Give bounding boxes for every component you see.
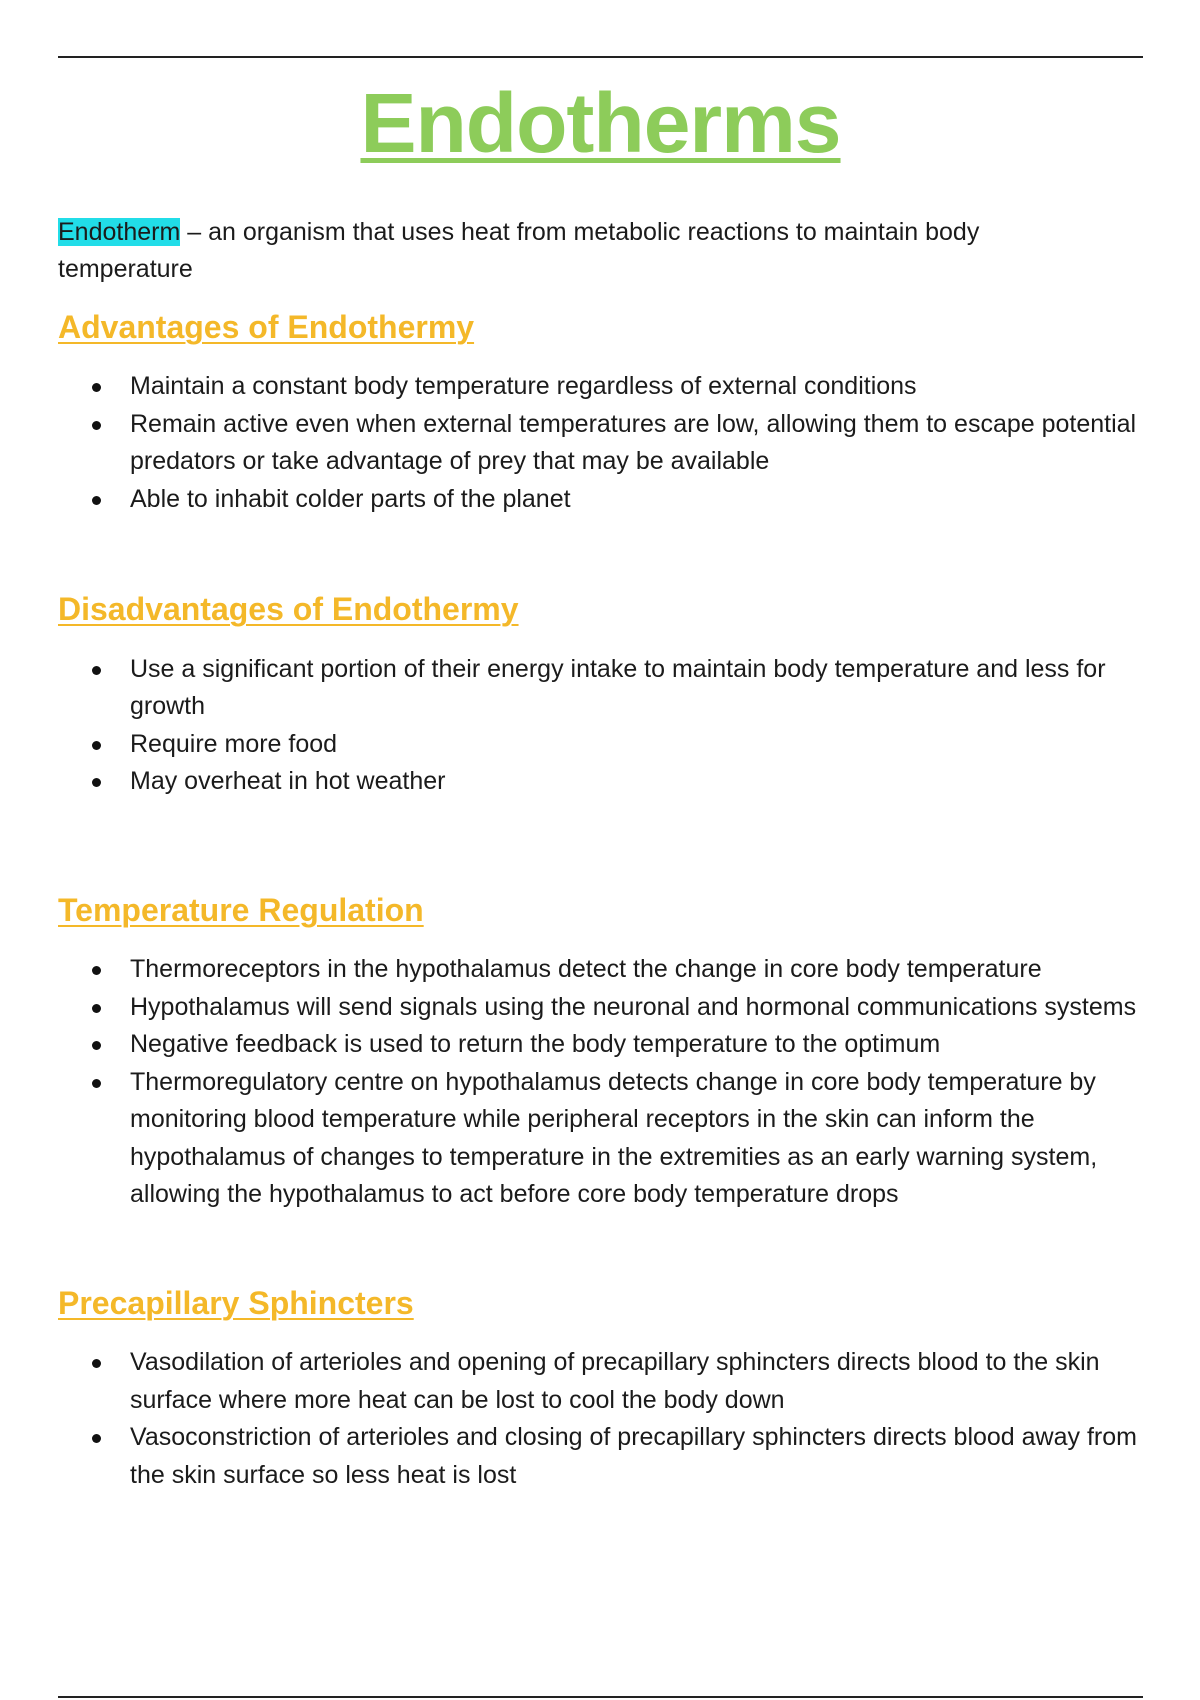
- bottom-divider: [58, 1696, 1143, 1698]
- list-item: [58, 1419, 1143, 1494]
- bullet-icon: [92, 1434, 101, 1443]
- bullet-icon: [92, 1079, 101, 1088]
- section-heading-advantages: Advantages of Endothermy: [58, 309, 475, 346]
- advantages-list: [58, 368, 1143, 518]
- precapillary-sphincters-list: [58, 1344, 1143, 1494]
- list-item-text: Thermoregulatory centre on hypothalamus detects change in core body temperature by monitoring blood temperature while peripheral receptors in the skin can inform the hypothalamus of changes to temperature in the extremities as an early warning system, allowing the hypothalamus to act before core body temperature drops: [130, 1067, 1098, 1209]
- section-heading-precapillary-sphincters: Precapillary Sphincters: [58, 1284, 414, 1321]
- list-item: [58, 1064, 1143, 1214]
- list-item: [58, 763, 1143, 801]
- page-title: Endotherms: [360, 76, 841, 170]
- list-item-text: Vasoconstriction of arterioles and closing of precapillary sphincters directs blood away from the skin surface so less heat is lost: [130, 1423, 1137, 1489]
- bullet-icon: [92, 666, 101, 675]
- list-item-text: Vasodilation of arterioles and opening of precapillary sphincters directs blood to the skin surface where more heat can be lost to cool the body down: [130, 1348, 1100, 1414]
- definition-text: – an organism that uses heat from metabolic reactions to maintain body temperature: [58, 218, 980, 284]
- section-temperature-regulation: [58, 891, 1143, 1214]
- bullet-icon: [92, 496, 101, 505]
- bullet-icon: [92, 1359, 101, 1368]
- bullet-icon: [92, 778, 101, 787]
- list-item: [58, 481, 1143, 519]
- bullet-icon: [92, 421, 101, 430]
- list-item-text: Require more food: [130, 729, 338, 758]
- list-item: [58, 726, 1143, 764]
- document-page: [58, 56, 1143, 1494]
- bullet-icon: [92, 383, 101, 392]
- list-item: [58, 651, 1143, 726]
- list-item-text: Use a significant portion of their energy intake to maintain body temperature and less for growth: [130, 654, 1106, 721]
- list-item: [58, 989, 1143, 1027]
- list-item: [58, 951, 1143, 989]
- bullet-icon: [92, 1004, 101, 1013]
- section-heading-temperature-regulation: Temperature Regulation: [58, 891, 424, 928]
- list-item: [58, 406, 1143, 481]
- bullet-icon: [92, 966, 101, 975]
- list-item: [58, 368, 1143, 406]
- bullet-icon: [92, 741, 101, 750]
- section-advantages: [58, 308, 1143, 518]
- list-item-text: Hypothalamus will send signals using the neuronal and hormonal communications systems: [130, 992, 1137, 1021]
- highlighted-term: Endotherm: [58, 218, 181, 247]
- list-item-text: Negative feedback is used to return the body temperature to the optimum: [130, 1030, 941, 1059]
- temperature-regulation-list: [58, 951, 1143, 1214]
- list-item-text: May overheat in hot weather: [130, 767, 446, 796]
- bullet-icon: [92, 1041, 101, 1050]
- list-item-text: Able to inhabit colder parts of the planet: [130, 484, 571, 513]
- intro-definition: [58, 214, 1143, 288]
- list-item-text: Thermoreceptors in the hypothalamus detect the change in core body temperature: [130, 955, 1042, 984]
- list-item: [58, 1026, 1143, 1064]
- section-disadvantages: [58, 590, 1143, 800]
- disadvantages-list: [58, 651, 1143, 801]
- section-precapillary-sphincters: [58, 1284, 1143, 1494]
- list-item-text: Remain active even when external temperatures are low, allowing them to escape potential predators or take advantage of prey that may be available: [130, 409, 1137, 476]
- section-heading-disadvantages: Disadvantages of Endothermy: [58, 591, 519, 628]
- list-item: [58, 1344, 1143, 1419]
- list-item-text: Maintain a constant body temperature regardless of external conditions: [130, 372, 917, 401]
